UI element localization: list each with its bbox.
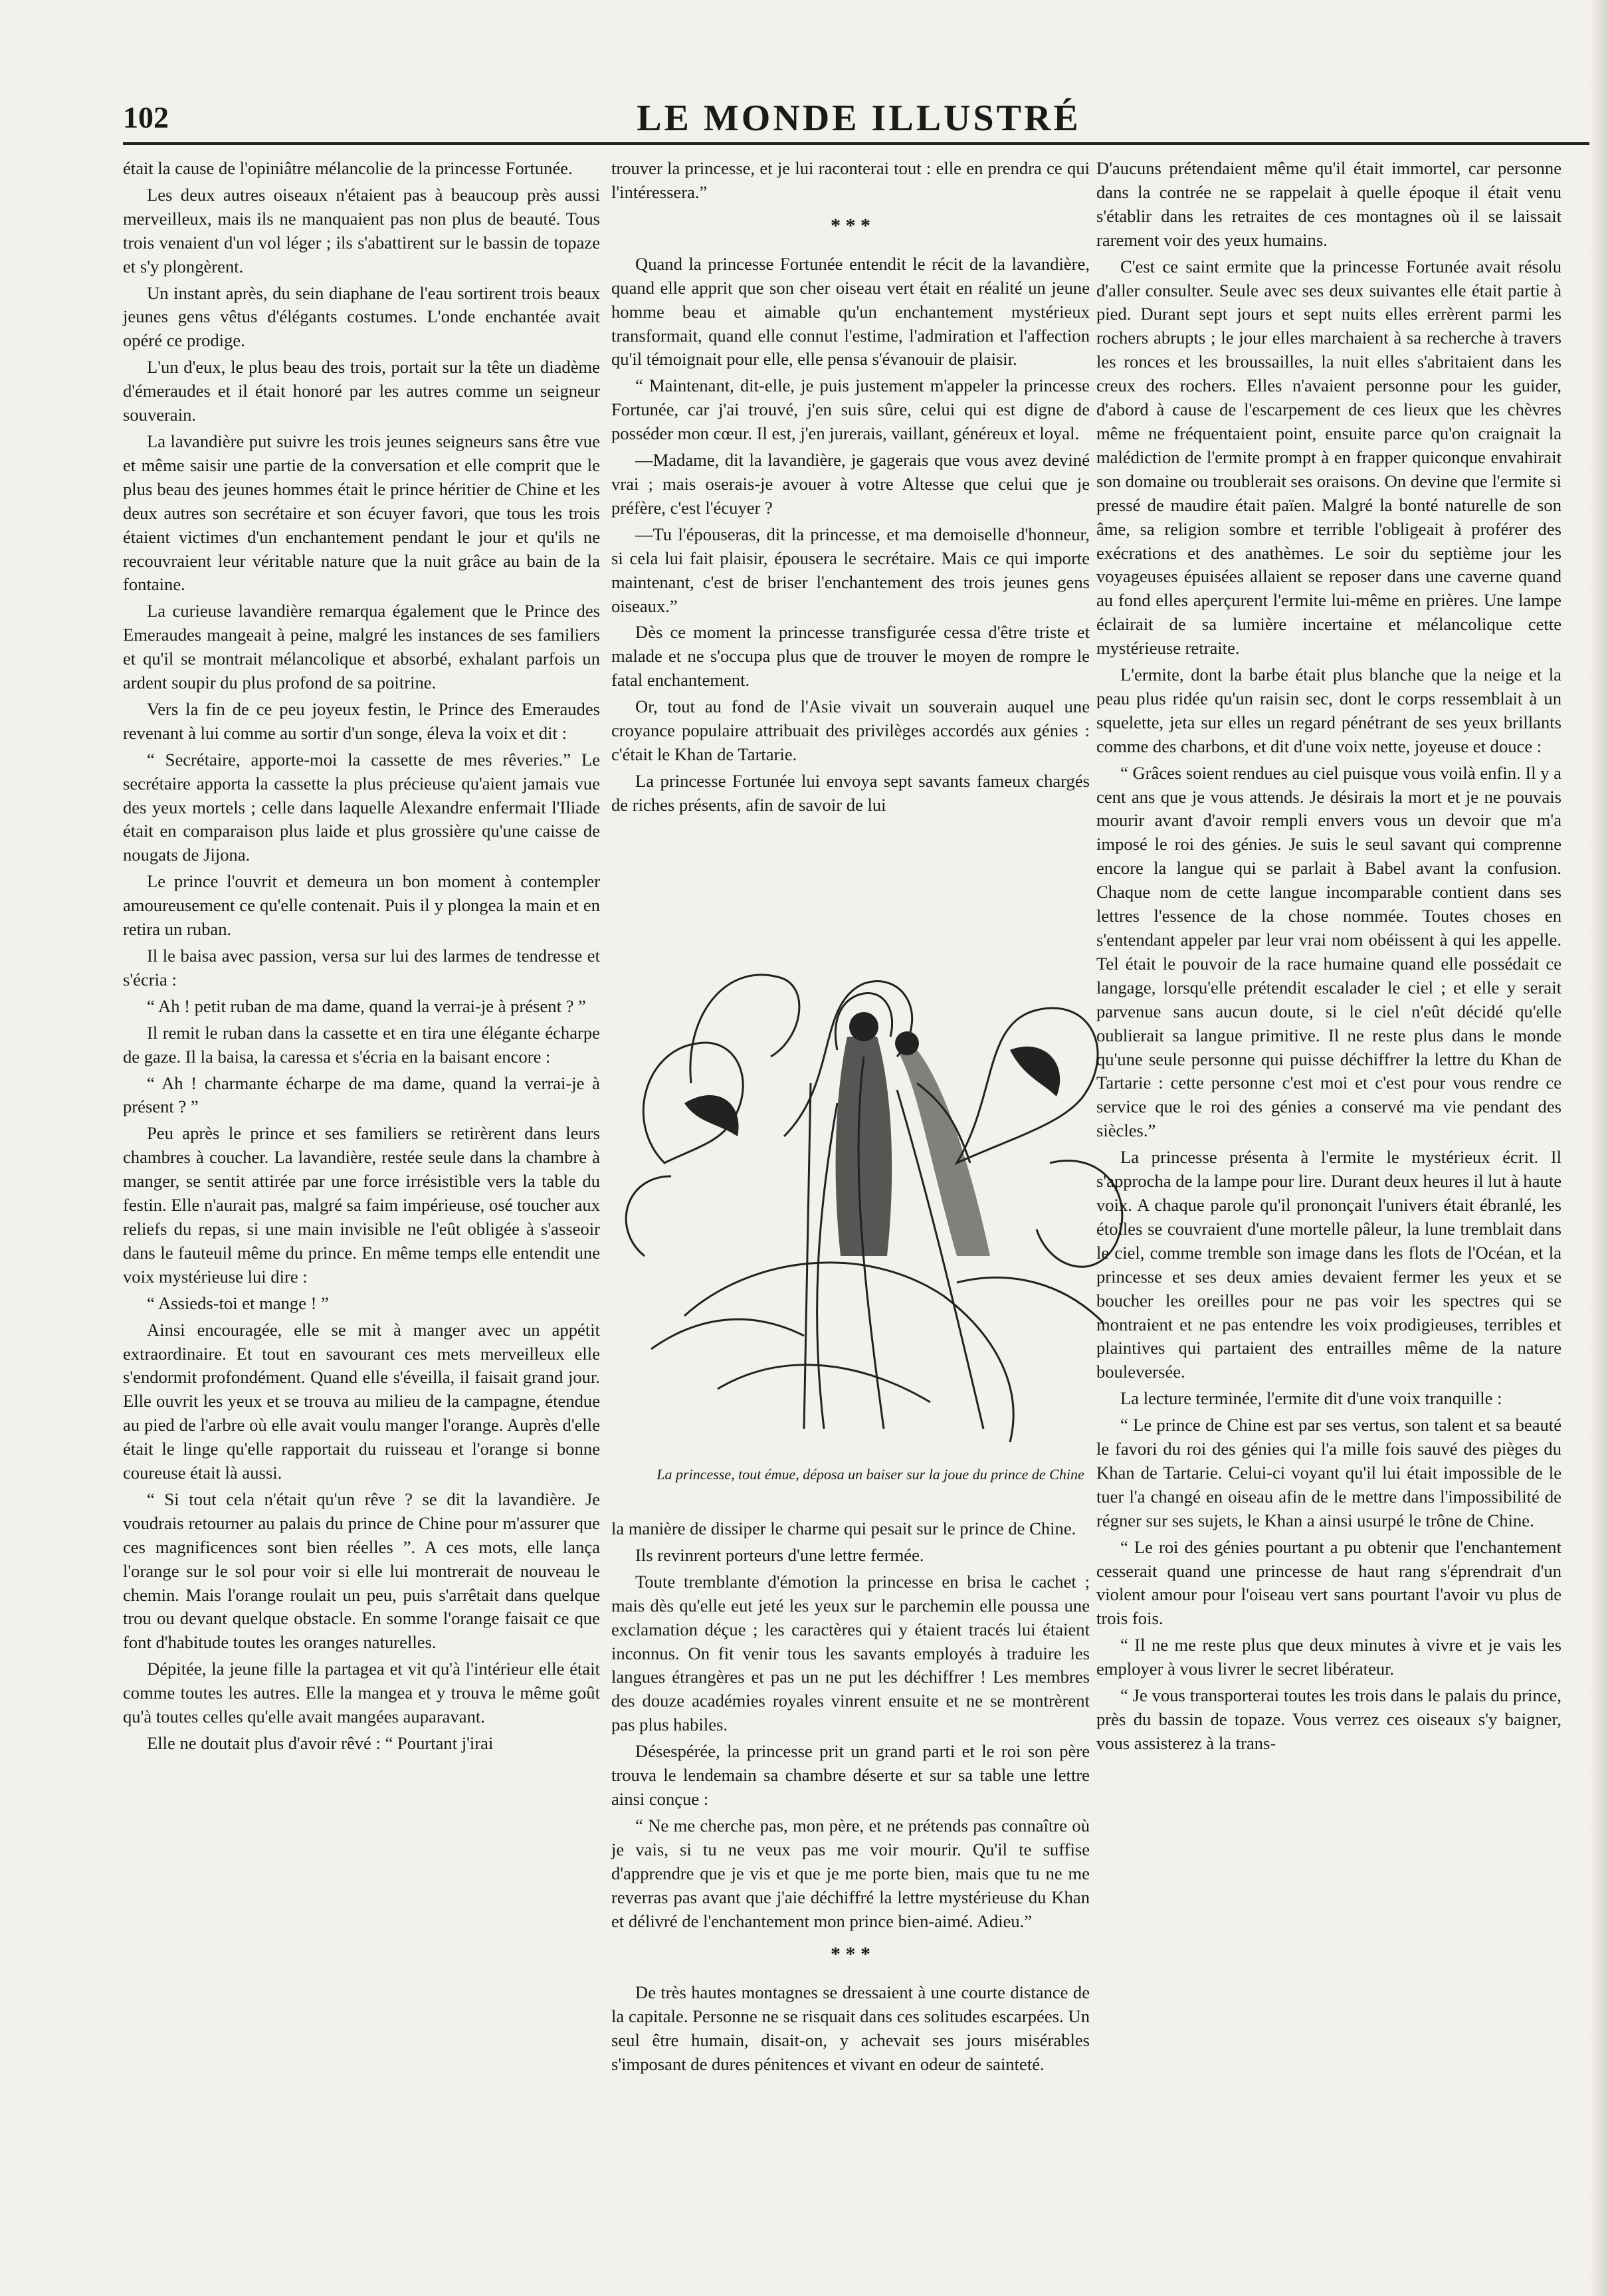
paragraph: “ Si tout cela n'était qu'un rêve ? se dit la lavandière. Je voudrais retourner au palais du prince de Chine pour m'assurer que ces magnificences sont bien réelles ”. A ces mots, elle lança l'orange sur le sol pour voir si elle lui montrerait de nouveau le chemin. Mais l'orange roulait un peu, puis s'arrêtait dans quelque trou ou devant quelque obstacle. En somme l'orange faisait ce que font d'habitude toutes les oranges naturelles. [123, 1489, 600, 1653]
paragraph: D'aucuns prétendaient même qu'il était immortel, car personne dans la contrée ne se rappelait à quelle époque il était venu s'établir dans les retraites de ces montagnes où il se laissait rarement voir des yeux humains. [1096, 158, 1561, 250]
page-edge [1589, 0, 1608, 2296]
paragraph: “ Grâces soient rendues au ciel puisque vous voilà enfin. Il y a cent ans que je vous attends. Je désirais la mort et je ne pouvais mourir avant d'avoir rempli envers vous un devoir que m'a imposé le roi des génies. Je suis le seul savant qui comprenne encore la langue qui se parlait à Babel avant la confusion. Chaque nom de cette langue incomparable contient dans ses lettres l'essence de la chose nommée. Toutes choses en s'entendant appeler par leur vrai nom obéissent à qui les appelle. Tel était le pouvoir de la race humaine quand elle possédait ce langage, lorsqu'elle prétendit escalader le ciel ; et elle y serait parvenue sans aucun doute, si le ciel n'eût décidé qu'elle oublierait sa langue primitive. Il ne reste plus dans le monde qu'une seule personne qui puisse déchiffrer la lettre du Khan de Tartarie : cette personne c'est moi et c'est pour vous rendre ce service que le roi des génies a conservé ma vie pendant des siècles.” [1096, 762, 1561, 1141]
paragraph: La princesse Fortunée lui envoya sept savants fameux chargés de riches présents, afin de savoir de lui [611, 770, 1090, 815]
paragraph: “ Le roi des génies pourtant a pu obtenir que l'enchantement cesserait quand une princesse de haut rang s'éprendrait d'un violent amour pour l'oiseau vert sans pourtant l'avoir vu plus de trois fois. [1096, 1536, 1561, 1629]
paragraph: Les deux autres oiseaux n'étaient pas à beaucoup près aussi merveilleux, mais ils ne manquaient pas non plus de beauté. Tous trois venaient d'un vol léger ; ils s'abattirent sur le bassin de topaze et s'y plongèrent. [123, 184, 600, 276]
paragraph: était la cause de l'opiniâtre mélancolie de la princesse Fortunée. [123, 158, 573, 178]
paragraph: Dépitée, la jeune fille la partagea et vit qu'à l'intérieur elle était comme toutes les autres. Elle la mangea et y trouva le même goût qu'à toutes celles qu'elle avait mangées auparavant. [123, 1659, 600, 1727]
paragraph: Il le baisa avec passion, versa sur lui des larmes de tendresse et s'écria : [123, 946, 600, 990]
paragraph: La lecture terminée, l'ermite dit d'une voix tranquille : [1120, 1388, 1502, 1409]
paragraph: trouver la princesse, et je lui raconterai tout : elle en prendra ce qui l'intéressera.” [611, 158, 1090, 202]
paragraph: “ Ne me cherche pas, mon père, et ne prétends pas connaître où je vais, si tu ne veux pas me voir mourir. Qu'il te suffise d'apprendre que je vis et que je me porte bien, mais que tu ne me reverras pas avant que j'aie déchiffré la lettre mystérieuse du Khan et délivré de l'enchantement mon prince bien-aimé. Adieu.” [611, 1815, 1090, 1931]
paragraph: La curieuse lavandière remarqua également que le Prince des Emeraudes mangeait à peine, malgré les instances de ses familiers et qu'il se montrait mélancolique et absorbé, exhalant parfois un ardent soupir du plus profond de sa poitrine. [123, 601, 600, 693]
section-asterism: * * * [831, 1943, 870, 1966]
column-3 [1096, 157, 1561, 2280]
paragraph: C'est ce saint ermite que la princesse Fortunée avait résolu d'aller consulter. Seule avec ses deux suivantes elle était partie à pied. Durant sept jours et sept nuits elles errèrent parmi les rochers abrupts ; le jour elles marchaient à sa recherche à travers les ronces et les broussailles, la nuit elles s'abritaient dans les creux des rochers. Elles n'avaient personne pour les guider, d'abord à cause de l'escarpement de ces lieux que les chèvres même ne fréquentaient point, ensuite parce qu'on craignait la malédiction de l'ermite prompt à en frapper quiconque envahirait son domaine ou troublerait ses oraisons. On devine que l'ermite si pressé de maudire était païen. Malgré la bonté naturelle de son âme, sa religion sombre et terrible l'obligeait à proférer des exécrations et des anathèmes. Le soir du septième jour les voyageuses épuisées allaient se reposer dans une caverne quand au fond elles aperçurent l'ermite lui-même en prières. Une lampe éclairait de sa lumière incertaine et mélancolique cette mystérieuse retraite. [1096, 256, 1561, 659]
paragraph: “ Je vous transporterai toutes les trois dans le palais du prince, près du bassin de topaze. Vous verrez ces oiseaux s'y baigner, vous assisterez à la trans- [1096, 1685, 1561, 1753]
paragraph: “ Maintenant, dit-elle, je puis justement m'appeler la princesse Fortunée, car j'ai trouvé, j'en suis sûre, celui qui est digne de posséder mon cœur. Il est, j'en jurerais, vaillant, généreux et loyal. [611, 375, 1090, 444]
paragraph: La lavandière put suivre les trois jeunes seigneurs sans être vue et même saisir une partie de la conversation et elle comprit que le plus beau des jeunes hommes était le prince héritier de Chine et les deux autres son secrétaire et son écuyer favori, que tous les trois étaient victimes d'un enchantement pendant le jour et qu'ils ne recouvraient leur véritable nature que la nuit grâce au bain de la fontaine. [123, 431, 600, 595]
paragraph: Or, tout au fond de l'Asie vivait un souverain auquel une croyance populaire attribuait des privilèges accordés aux génies : c'était le Khan de Tartarie. [611, 696, 1090, 764]
paragraph: “ Il ne me reste plus que deux minutes à vivre et je vais les employer à vous livrer le secret libérateur. [1096, 1635, 1561, 1679]
page-number: 102 [123, 100, 169, 134]
paragraph: Un instant après, du sein diaphane de l'eau sortirent trois beaux jeunes gens vêtus d'élégants costumes. L'onde enchantée avait opéré ce prodige. [123, 282, 600, 351]
paragraph: Il remit le ruban dans la cassette et en tira une élégante écharpe de gaze. Il la baisa, la caressa et s'écria en la baisant encore : [123, 1022, 600, 1067]
paragraph: “ Ah ! petit ruban de ma dame, quand la verrai-je à présent ? ” [147, 995, 586, 1016]
paragraph: Ainsi encouragée, elle se mit à manger avec un appétit extraordinaire. Et tout en savourant ces mets merveilleux elle s'endormit profondément. Quand elle s'éveilla, il faisait grand jour. Elle ouvrit les yeux et se trouva au milieu de la campagne, étendue au pied de l'arbre où elle avait voulu manger l'orange. Auprès d'elle était le linge qu'elle rapportait du ruisseau et l'orange si bonne coureuse était là aussi. [123, 1319, 600, 1483]
column-2-bottom [611, 1517, 1090, 2281]
paragraph: Ils revinrent porteurs d'une lettre fermée. [635, 1544, 924, 1565]
paragraph: Toute tremblante d'émotion la princesse en brisa le cachet ; mais dès qu'elle eut jeté les yeux sur le parchemin elle poussa une exclamation déçue ; les caractères qui y étaient tracés lui étaient inconnus. On fit venir tous les savants employés à traduire les langues étrangères et pas un ne put les déchiffrer ! Les membres des douze académies royales vinrent ensuite et ne se montrèrent pas plus habiles. [611, 1571, 1090, 1735]
masthead-title: LE MONDE ILLUSTRÉ [637, 98, 1081, 139]
paragraph: Le prince l'ouvrit et demeura un bon moment à contempler amoureusement ce qu'elle contenait. Puis il y plongea la main et en retira un ruban. [123, 871, 600, 940]
paragraph: Dès ce moment la princesse transfigurée cessa d'être triste et malade et ne s'occupa plus que de trouver le moyen de rompre le fatal enchantement. [611, 622, 1090, 690]
paragraph: “ Assieds-toi et mange ! ” [147, 1293, 329, 1313]
paragraph: “ Ah ! charmante écharpe de ma dame, quand la verrai-je à présent ? ” [123, 1073, 600, 1117]
page-header [123, 100, 1595, 145]
section-asterism: * * * [831, 214, 870, 237]
paragraph: Quand la princesse Fortunée entendit le récit de la lavandière, quand elle apprit que son cher oiseau vert était en réalité un jeune homme beau et aimable qu'un enchantement mystérieux transformait, quand elle connut l'estime, l'admiration et l'affection qu'il témoignait pour elle, elle pensa s'évanouir de plaisir. [611, 253, 1090, 369]
paragraph: —Madame, dit la lavandière, je gagerais que vous avez deviné vrai ; mais oserais-je avouer à votre Altesse que celui que je préfère, c'est l'écuyer ? [611, 450, 1090, 518]
paragraph: L'ermite, dont la barbe était plus blanche que la neige et la peau plus ridée qu'un raisin sec, dont le corps ressemblait à un squelette, jeta sur elles un regard pénétrant de ses yeux brillants comme des charbons, et dit d'une voix nette, joyeuse et douce : [1096, 665, 1561, 756]
paragraph: Peu après le prince et ses familiers se retirèrent dans leurs chambres à coucher. La lavandière, restée seule dans la chambre à manger, se sentit attirée par une force irrésistible vers la table du festin. Elle n'aurait pas, malgré sa faim impérieuse, osé toucher aux reliefs du repas, si une main invisible ne l'eût obligée à s'asseoir dans le fauteuil même du prince. En même temps elle entendit une voix mystérieuse lui dire : [123, 1123, 600, 1287]
paragraph: la manière de dissiper le charme qui pesait sur le prince de Chine. [611, 1518, 1076, 1538]
paragraph: Elle ne doutait plus d'avoir rêvé : “ Pourtant j'irai [147, 1733, 494, 1753]
paragraph: Désespérée, la princesse prit un grand parti et le roi son père trouva le lendemain sa chambre déserte et sur sa table une lettre ainsi conçue : [611, 1741, 1090, 1809]
paragraph: “ Le prince de Chine est par ses vertus, son talent et sa beauté le favori du roi des génies qui l'a mille fois sauvé des pièges du Khan de Tartarie. Celui-ci voyant qu'il lui était impossible de le tuer l'a changé en oiseau afin de le mettre dans l'impossibilité de régner sur ses sujets, le Khan a ainsi usurpé le trône de Chine. [1096, 1415, 1561, 1530]
paragraph: L'un d'eux, le plus beau des trois, portait sur la tête un diadème d'émeraudes et il était honoré par les autres comme un seigneur souverain. [123, 357, 600, 425]
engraving-illustration [585, 884, 1169, 1462]
paragraph: “ Secrétaire, apporte-moi la cassette de mes rêveries.” Le secrétaire apporta la cassette la plus précieuse qu'aient jamais vue des yeux mortels ; celle dans laquelle Alexandre enfermait l'Iliade était en comparaison plus laide et plus grossière qu'une caisse de nougats de Jijona. [123, 749, 600, 865]
paragraph: De très hautes montagnes se dressaient à une courte distance de la capitale. Personne ne se risquait dans ces solitudes escarpées. Un seul être humain, disait-on, y achevait ses jours misérables s'imposant de dures pénitences et vivant en odeur de sainteté. [611, 1982, 1090, 2075]
paragraph: Vers la fin de ce peu joyeux festin, le Prince des Emeraudes revenant à lui comme au sortir d'un songe, éleva la voix et dit : [123, 698, 600, 743]
illustration-caption: La princesse, tout émue, déposa un baiser sur la joue du prince de Chine [656, 1466, 1084, 1483]
paragraph: —Tu l'épouseras, dit la princesse, et ma demoiselle d'honneur, si cela lui fait plaisir, épousera le secrétaire. Mais ce qui importe maintenant, c'est de briser l'enchantement des trois jeunes gens oiseaux.” [611, 524, 1090, 616]
paragraph: La princesse présenta à l'ermite le mystérieux écrit. Il s'approcha de la lampe pour lire. Durant deux heures il lut à haute voix. A chaque parole qu'il prononçait l'univers était ébranlé, les étoiles se couvraient d'une mortelle pâleur, la lune tremblait dans le ciel, comme tremble son image dans les flots de l'Océan, et la princesse et ses deux amies devaient fermer les yeux et se boucher les oreilles pour ne pas voir les spectres qui se montraient et ne pas entendre les voix prodigieuses, terribles et plaintives qui partaient des entrailles même de la nature bouleversée. [1096, 1147, 1561, 1382]
column-2-top [611, 157, 1090, 888]
column-1 [123, 157, 600, 2280]
